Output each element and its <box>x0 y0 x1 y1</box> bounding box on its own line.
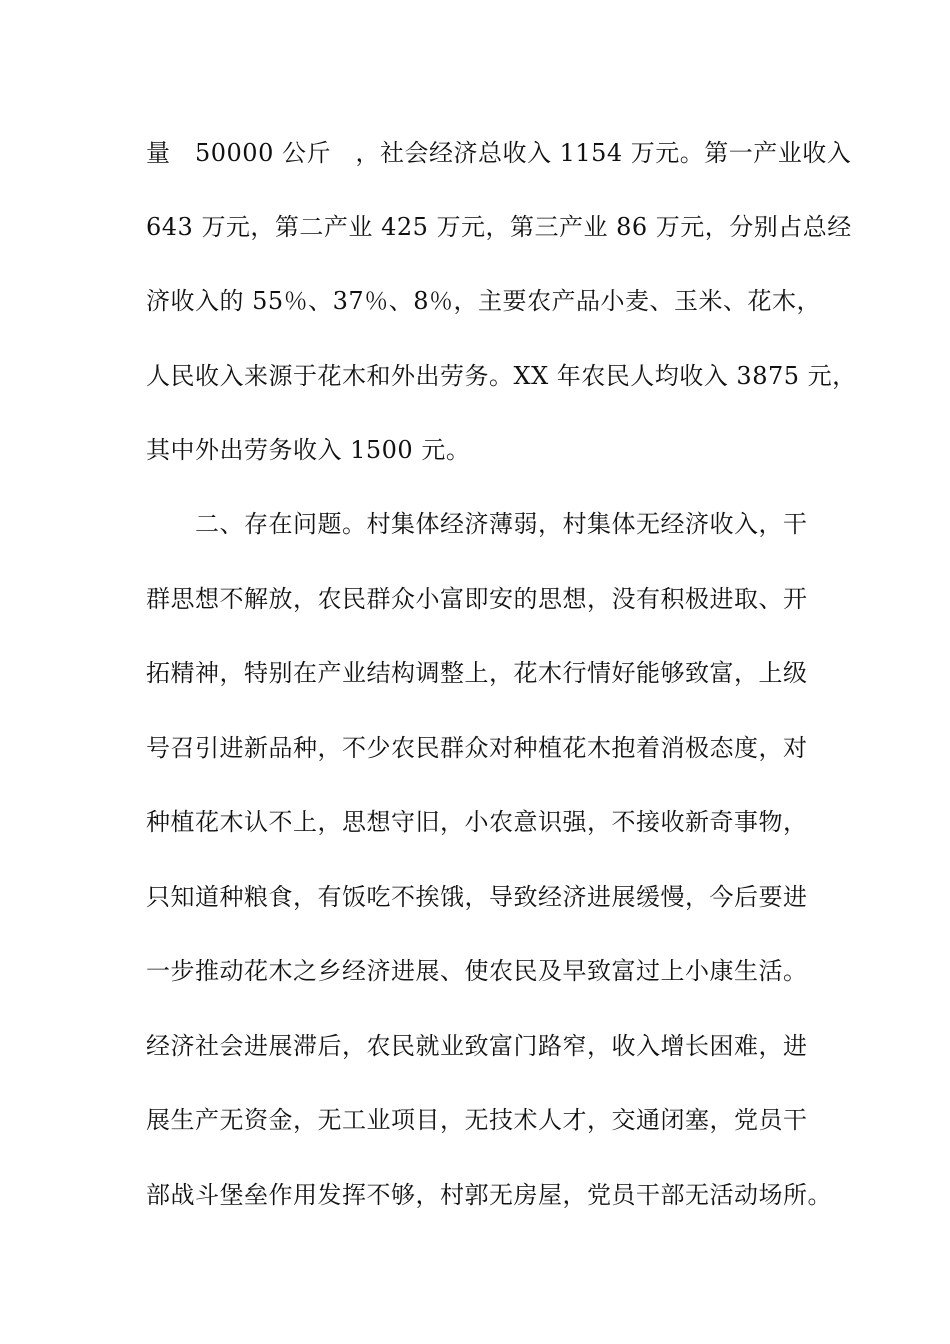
text-line: 种植花木认不上，思想守旧，小农意识强，不接收新奇事物， <box>146 808 808 836</box>
text-line: 济收入的 55％、37％、8％，主要农产品小麦、玉米、花木， <box>146 287 821 315</box>
text-line: 部战斗堡垒作用发挥不够，村郭无房屋，党员干部无活动场所。 <box>146 1181 832 1209</box>
text-line: 拓精神，特别在产业结构调整上，花木行情好能够致富，上级 <box>146 659 808 687</box>
text-line: 量 50000 公斤 ，社会经济总收入 1154 万元。第一产业收入 <box>146 139 852 167</box>
text-line: 643 万元，第二产业 425 万元，第三产业 86 万元，分别占总经 <box>146 213 852 241</box>
text-line: 其中外出劳务收入 1500 元。 <box>146 436 471 464</box>
text-line: 一步推动花木之乡经济进展、使农民及早致富过上小康生活。 <box>146 957 808 985</box>
text-line: 展生产无资金，无工业项目，无技术人才，交通闭塞，党员干 <box>146 1106 808 1134</box>
text-line: 二、存在问题。村集体经济薄弱，村集体无经济收入，干 <box>146 510 808 538</box>
text-line: 经济社会进展滞后，农民就业致富门路窄，收入增长困难，进 <box>146 1032 808 1060</box>
text-line: 号召引进新品种，不少农民群众对种植花木抱着消极态度，对 <box>146 734 808 762</box>
text-line: 人民收入来源于花木和外出劳务。XX 年农民人均收入 3875 元， <box>146 362 857 390</box>
text-line: 只知道种粮食，有饭吃不挨饿，导致经济进展缓慢，今后要进 <box>146 883 808 911</box>
text-line: 群思想不解放，农民群众小富即安的思想，没有积极进取、开 <box>146 585 808 613</box>
